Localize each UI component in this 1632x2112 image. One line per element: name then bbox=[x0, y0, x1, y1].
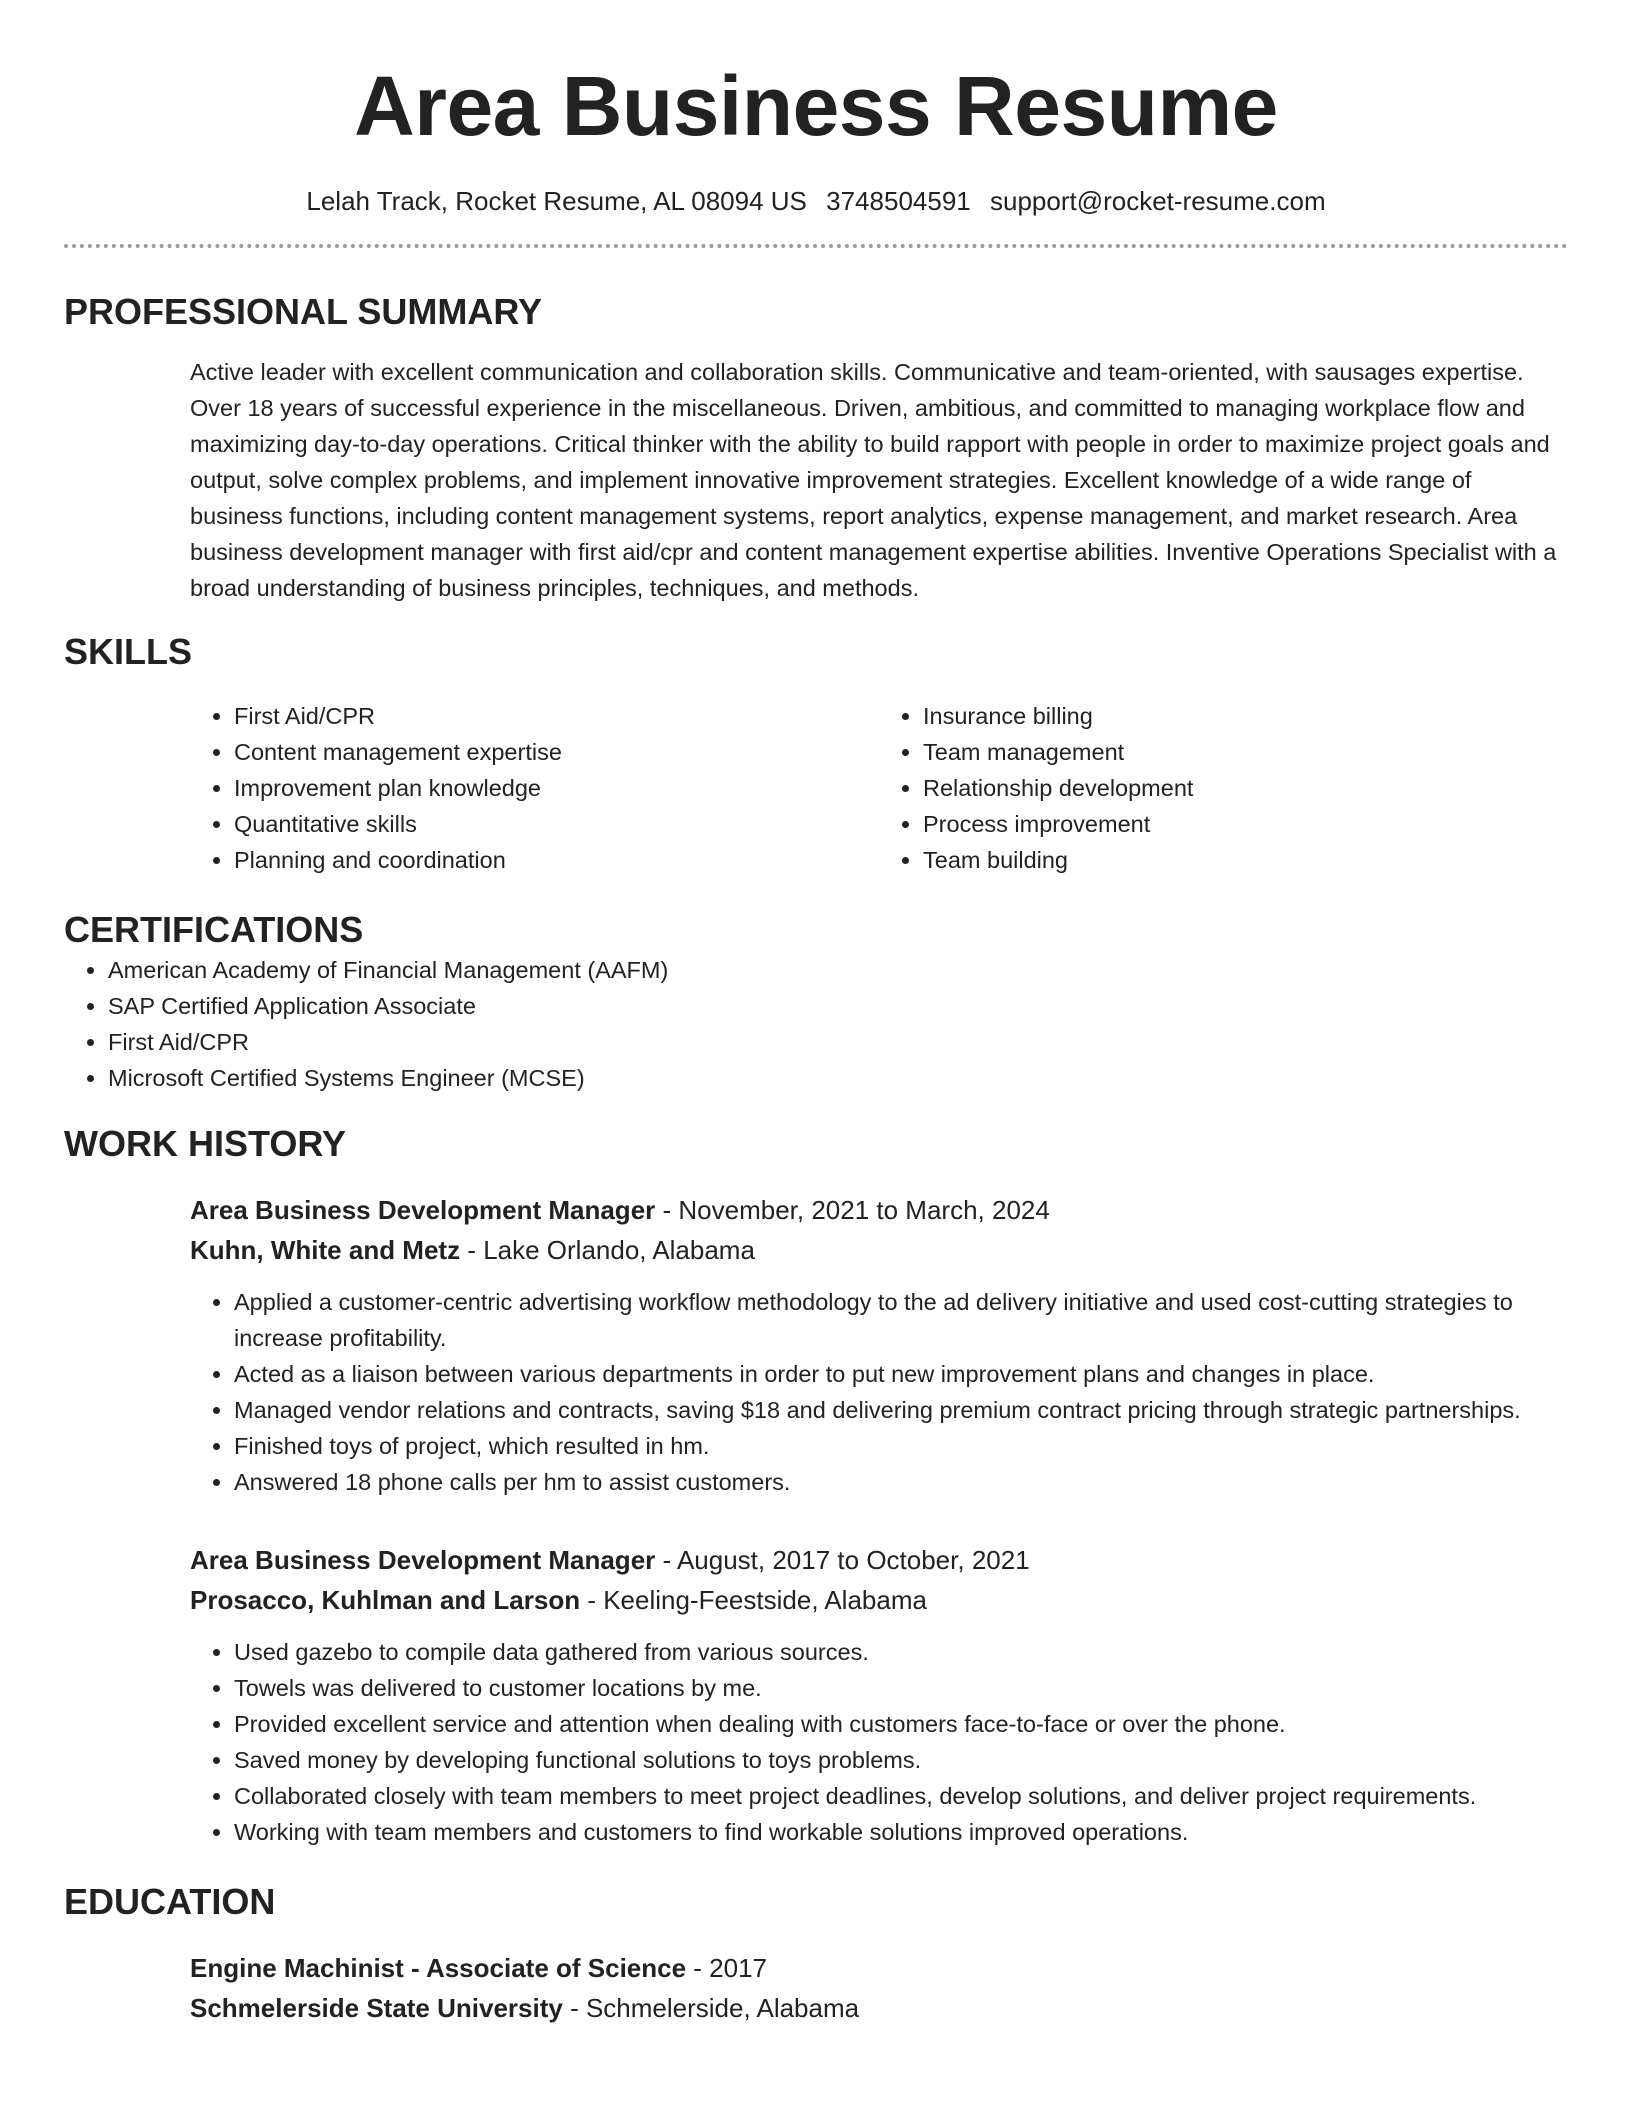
contact-line bbox=[64, 184, 1568, 218]
skill-item: • Improvement plan knowledge bbox=[234, 770, 879, 806]
job-duty: • Acted as a liaison between various departments in order to put new improvement plans and changes in place. bbox=[234, 1356, 1568, 1392]
job-duties bbox=[190, 1634, 1568, 1850]
education-year: - 2017 bbox=[686, 1953, 768, 1983]
job-duty: • Saved money by developing functional solutions to toys problems. bbox=[234, 1742, 1568, 1778]
skill-item: • Quantitative skills bbox=[234, 806, 879, 842]
certifications-list bbox=[64, 952, 1568, 1096]
job-duty: • Answered 18 phone calls per hm to assist customers. bbox=[234, 1464, 1568, 1500]
skill-item: • Insurance billing bbox=[923, 698, 1568, 734]
job-duty: • Collaborated closely with team members to meet project deadlines, develop solutions, and deliver project requirements. bbox=[234, 1778, 1568, 1814]
job-duty: • Applied a customer-centric advertising workflow methodology to the ad delivery initiative and used cost-cutting strategies to increase profitability. bbox=[234, 1284, 1568, 1356]
job-duty: • Used gazebo to compile data gathered from various sources. bbox=[234, 1634, 1568, 1670]
contact-email: support@rocket-resume.com bbox=[989, 186, 1326, 216]
job-role: Area Business Development Manager bbox=[190, 1195, 656, 1225]
header-divider bbox=[64, 244, 1568, 248]
contact-phone: 3748504591 bbox=[826, 186, 971, 216]
job-dates: - November, 2021 to March, 2024 bbox=[655, 1195, 1050, 1225]
contact-address: Lelah Track, Rocket Resume, AL 08094 US bbox=[306, 186, 807, 216]
education-school-line bbox=[190, 1988, 1568, 2028]
job-entry bbox=[190, 1190, 1568, 1500]
certifications-heading: CERTIFICATIONS bbox=[64, 909, 364, 950]
education-entry bbox=[190, 1948, 1568, 2028]
skills-column-right bbox=[879, 698, 1568, 878]
skill-item: • Planning and coordination bbox=[234, 842, 879, 878]
job-duty: • Towels was delivered to customer locations by me. bbox=[234, 1670, 1568, 1706]
job-duties bbox=[190, 1284, 1568, 1500]
certification-item: • SAP Certified Application Associate bbox=[108, 988, 1568, 1024]
skills-heading: SKILLS bbox=[64, 631, 193, 672]
skill-item: • Team management bbox=[923, 734, 1568, 770]
education-degree-line bbox=[190, 1948, 1568, 1988]
job-role-line bbox=[190, 1190, 1568, 1230]
skills-list bbox=[190, 698, 1568, 878]
job-dates: - August, 2017 to October, 2021 bbox=[655, 1545, 1030, 1575]
education-degree: Engine Machinist - Associate of Science bbox=[190, 1953, 687, 1983]
job-location: - Keeling-Feestside, Alabama bbox=[580, 1585, 927, 1615]
certification-item: • First Aid/CPR bbox=[108, 1024, 1568, 1060]
skill-item: • First Aid/CPR bbox=[234, 698, 879, 734]
education-school: Schmelerside State University bbox=[190, 1993, 563, 2023]
skill-item: • Relationship development bbox=[923, 770, 1568, 806]
education-location: - Schmelerside, Alabama bbox=[562, 1993, 860, 2023]
skill-item: • Content management expertise bbox=[234, 734, 879, 770]
skill-item: • Process improvement bbox=[923, 806, 1568, 842]
skill-item: • Team building bbox=[923, 842, 1568, 878]
job-duty: • Provided excellent service and attention when dealing with customers face-to-face or over the phone. bbox=[234, 1706, 1568, 1742]
job-company: Kuhn, White and Metz bbox=[190, 1235, 461, 1265]
job-company-line bbox=[190, 1580, 1568, 1620]
job-company: Prosacco, Kuhlman and Larson bbox=[190, 1585, 581, 1615]
job-duty: • Finished toys of project, which resulted in hm. bbox=[234, 1428, 1568, 1464]
job-duty: • Working with team members and customers to find workable solutions improved operations. bbox=[234, 1814, 1568, 1850]
certification-item: • Microsoft Certified Systems Engineer (MCSE) bbox=[108, 1060, 1568, 1096]
resume-title: Area Business Resume bbox=[354, 59, 1278, 153]
job-role: Area Business Development Manager bbox=[190, 1545, 656, 1575]
certification-item: • American Academy of Financial Management (AAFM) bbox=[108, 952, 1568, 988]
education-heading: EDUCATION bbox=[64, 1881, 276, 1922]
job-role-line bbox=[190, 1540, 1568, 1580]
job-duty: • Managed vendor relations and contracts, saving $18 and delivering premium contract pricing through strategic partnerships. bbox=[234, 1392, 1568, 1428]
job-location: - Lake Orlando, Alabama bbox=[460, 1235, 755, 1265]
job-entry bbox=[190, 1540, 1568, 1850]
summary-text: Active leader with excellent communication and collaboration skills. Communicative and team-oriented, with sausages expertise. Over 18 years of successful experience in the miscellaneous. Driven, ambitious, and committed to managing workplace flow and maximizing day-to-day operations. Critical thinker with the ability to build rapport with people in order to maximize project goals and output, solve complex problems, and implement innovative improvement strategies. Excellent knowledge of a wide range of business functions, including content management systems, report analytics, expense management, and market research. Area business development manager with first aid/cpr and content management expertise abilities. Inventive Operations Specialist with a broad understanding of business principles, techniques, and methods. bbox=[190, 359, 1557, 601]
work-history-heading: WORK HISTORY bbox=[64, 1123, 347, 1164]
summary-heading: PROFESSIONAL SUMMARY bbox=[64, 291, 543, 332]
skills-column-left bbox=[190, 698, 879, 878]
job-company-line bbox=[190, 1230, 1568, 1270]
